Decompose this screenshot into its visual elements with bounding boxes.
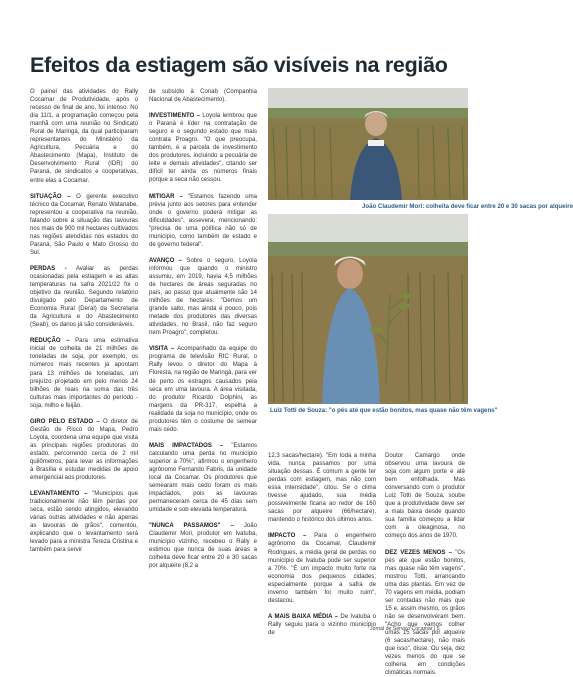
paragraph-lead: DEZ VEZES MENOS – (385, 549, 452, 556)
article-paragraph (268, 613, 376, 637)
article-paragraph (149, 257, 257, 337)
paragraph-text: de subsídio à Conab (Companhia Nacional de Abastecimento). (149, 89, 257, 104)
article-paragraph (30, 337, 138, 409)
article-column-3 (268, 452, 376, 636)
paragraph-text: Para uma estimativa inicial de colheita de 21 milhões de toneladas de soja, por exemplo, os números mais recentes já apontam para 13 milhões de toneladas, um prejuízo projetado em pelo menos 24 bilhões de reais na soma das três culturas mais importantes do período - soja, milho e feijão. (30, 338, 138, 409)
page-footer: Jornal de Serviço Cocamar | 5 (370, 626, 440, 632)
paragraph-text: "Estamos calculando uma perda no município superior a 70%", afirmou o engenheiro agrônomo Fernando Fabris, da unidade local da Cocamar. Os produtores que semearam mais cedo foram os mais impactados, pois as lavouras permaneceram cerca de 45 dias sem umidade e sob elevada temperatura. (149, 442, 257, 514)
article-paragraph (385, 452, 465, 541)
article-paragraph (30, 193, 138, 257)
paragraph-lead: SITUAÇÃO – (30, 193, 71, 200)
paragraph-text: Avaliar as perdas ocasionadas pela estiagem e as altas temperaturas na safra 2021/22 foi o objetivo da reunião. Segundo relatório divulgado pelo Departamento de Economia Rural (Deral) da Secretaria da Agricultura e do Abastecimento (Seab), os danos já são consideráveis. (30, 265, 138, 329)
paragraph-text: João Claudemir Mori, produtor em Ivatuba, município vizinho, recebeu o Rally e estimou que nunca de suas áreas a colheita deve ficar entre 20 e 30 sacas por alqueire (8,2 a (149, 523, 257, 570)
paragraph-lead: VISITA – (149, 346, 175, 353)
paragraph-text: "Municípios que tradicionalmente não têm perdas por seca, estão sendo atingidos, elevando várias outras atividades e não apenas as lavouras de grãos", comentou, explicando que o levantamento será levado para a ministra Tereza Cristina e também para servir (30, 491, 138, 554)
article-paragraph (268, 532, 376, 604)
paragraph-lead: PERDAS - (30, 265, 67, 272)
paragraph-text: O gerente executivo técnico da Cocamar, Renato Watanabe, representou a cooperativa na reunião, falando sobre a situação das lavouras nos mais de 900 mil hectares cultivados nas regiões atendidas nos estados do Paraná, São Paulo e Mato Grosso do Sul. (30, 193, 138, 256)
paragraph-text: O painel das atividades do Rally Cocamar de Produtividade, após o recesso de final de ano, foi intenso. No dia 11/1, a programação começou pela manhã com uma reunião no Sindicato Rural de Maringá, da qual participaram representantes do Ministério da Agricultura, Pecuária e do Abastecimento (Mapa), Instituto de Desenvolvimento Rural (IDR) do Paraná, de sindicatos e cooperativas, entre elas a Cocamar. (30, 89, 138, 184)
paragraph-lead: GIRO PELO ESTADO – (30, 418, 100, 425)
photo-caption-1: João Claudemir Mori: colheita deve ficar entre 20 e 30 sacas por alqueire (362, 203, 573, 210)
paragraph-lead: MAIS IMPACTADOS – (149, 442, 224, 449)
paragraph-lead: LEVANTAMENTO – (30, 491, 88, 498)
paragraph-lead: MITIGAR – (149, 193, 183, 200)
paragraph-text: Acompanhado da equipe do programa de televisão RIC Rural, o Rally levou o diretor do Mapa à Floresta, na região de Maringá, para ver de perto os estragos causados pela seca em uma lavoura. A área visitada, do produtor Ricardo Dolphini, às margens da PR-317, espelha a realidade da soja no município, onde os produtores têm o costume de semear mais cedo. (149, 346, 258, 433)
paragraph-lead: "NUNCA PASSAMOS" – (149, 523, 234, 530)
article-paragraph (149, 88, 257, 104)
article-paragraph (30, 265, 138, 329)
article-paragraph (30, 418, 138, 482)
photo-farmer-soy-plant (268, 214, 468, 404)
article-paragraph (149, 345, 257, 434)
article-column-2 (149, 88, 257, 618)
article-paragraph (30, 88, 138, 185)
photo-caption-2: Luiz Totti de Souza: "o pés até que estão bonitos, mas quase não têm vagens" (270, 407, 498, 414)
field-illustration-1 (268, 88, 468, 200)
paragraph-lead: INVESTIMENTO – (149, 113, 201, 120)
article-column-1 (30, 88, 138, 618)
paragraph-text: "Os pés até que estão bonitos, mas quase não têm vagens", mostrou Totti, arrancando uma das plantas. Em vez de 70 vagens em média, podiam ser contadas não mais que 15 e, assim mesmo, os grãos não se desenvolveram bem. "Acho que vamos colher umas 15 sacas por alqueire (6 sacas/hectare), não mais que isso", disse. Ou seja, dez vezes menos do que se colheria em condições climáticas normais. (385, 549, 465, 677)
paragraph-lead: IMPACTO – (268, 533, 307, 540)
article-paragraph (149, 112, 257, 184)
article-paragraph (149, 193, 257, 249)
photo-soybean-field-farmer (268, 88, 468, 200)
paragraph-text: Sobre o seguro, Loyola informou que quando o ministro assumiu, em 2019, havia 4,5 milhões de hectares de áreas seguradas no país, ao passo que atualmente são 14 milhões de hectares. "Demos um grande salto, mas ainda é pouco, pois metade dos produtores das diversas atividades, no Brasil, não faz seguro nem Proagro", completou. (149, 257, 257, 337)
article-paragraph (149, 522, 257, 570)
article-paragraph (268, 452, 376, 524)
paragraph-text: Loyola lembrou que o Paraná é líder na contratação de seguro e o segundo estado que mais contrata Proagro. "O que preocupa, também, é a parcela de investimento dos produtores, incluindo a pecuária de leite e demais atividades", citando ser difícil ter ainda os números finais porque a seca não cessou. (149, 113, 257, 184)
paragraph-text: 12,3 sacas/hectare). "Em toda a minha vida, nunca passamos por uma situação dessas. É comum a gente ter perdas com estiagem, mas não com essa intensidade", citou. Se o clima tivesse ajudado, sua média possivelmente ficaria ao redor de 160 sacas por alqueire (66/hectare), mantendo o histórico dos últimos anos. (268, 453, 376, 524)
article-paragraph (30, 490, 138, 554)
article-paragraph (385, 549, 465, 677)
field-illustration-2 (268, 214, 468, 404)
paragraph-text: Doutor Camargo onde observou uma lavoura de soja com algum porte e até bem enfolhada. Mas conversando com o produtor Luiz Totti de Souza, soube que a produtividade deve ser a mais baixa desde quando sua família começou a lidar com a oleaginosa, no começo dos anos de 1970. (385, 453, 465, 540)
page-headline: Efeitos da estiagem são visíveis na região (30, 53, 448, 77)
paragraph-lead: REDUÇÃO – (30, 338, 70, 345)
paragraph-text: Para o engenheiro agrônomo da Cocamar, Claudemir Rodrigues, a média geral de perdas no município de Ivatuba pode ser superior a 70%. "É um impacto muito forte na economia dos pequenos cidades, especialmente porque a safra de inverno também foi muito ruim", destacou. (268, 533, 376, 604)
paragraph-text: "Estamos fazendo uma prévia junto aos setores para entender onde o governo poderá mitigar as dificuldades", assevera, mencionando: "precisa de uma política não só de município, como também de estado e de governo federal". (149, 193, 257, 248)
article-paragraph (149, 442, 257, 514)
paragraph-lead: AVANÇO – (149, 257, 183, 264)
paragraph-lead: A MAIS BAIXA MÉDIA – (268, 613, 338, 620)
paragraph-text: O diretor de Gestão de Risco do Mapa, Pedro Loyola, coordena uma equipe que visita as principais regiões produtoras do estado, percorrendo cerca de 2 mil quilômetros, para levar as informações à Brasília e estudar medidas de apoio emergencial aos produtores. (30, 418, 138, 482)
paragraph-text: De Ivatuba o Rally seguiu para o vizinho município de (268, 613, 376, 636)
